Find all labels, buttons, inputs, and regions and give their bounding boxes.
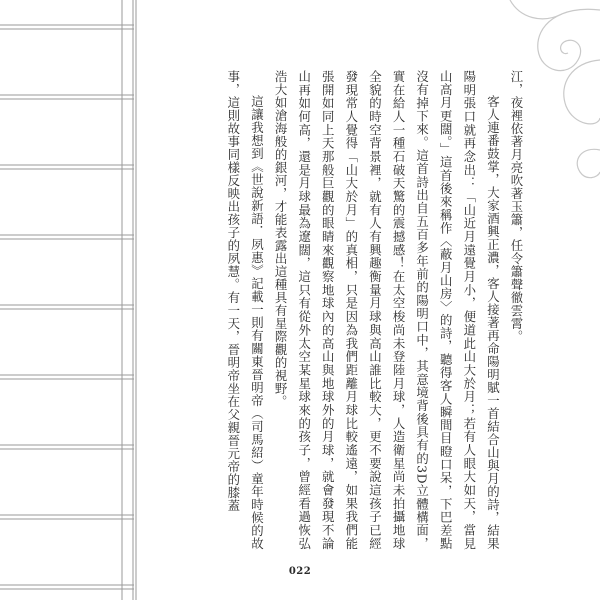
paragraph-3: 這讓我想到《世說新語．夙惠》記載一則有關東晉明帝（司馬紹）童年時候的故事，這則故事同樣反映出孩子的夙慧。有一天，晉明帝坐在父親晉元帝的膝蓋 xyxy=(225,70,265,550)
paragraph-1: 江，夜裡依著月亮吹著玉簫，任令簫聲徹雲霄。 xyxy=(509,70,524,343)
book-binding-decoration xyxy=(0,0,140,600)
page-number: 022 xyxy=(288,566,312,577)
paragraph-2: 客人連番鼓掌，大家酒興正濃，客人接著再命陽明賦一首結合山與月的詩，結果陽明張口就再念出：「山近月遠覺月小，便道此山大於月；若有人眼大如天，當見山高月更闊。」這首後來稱作〈蔽月山房〉的詩，聽得客人瞬間目瞪口呆，下巴差點沒有掉下來。這首詩出自五百多年前的陽明口中，其意境背後具有的3D立體構面，實在給人一種石破天驚的震撼感！在太空梭尚未登陸月球，人造衛星尚未拍攝地球全貌的時空背景裡，就有人有興趣衡量月球與高山誰比較大，更不要說這孩子已經發現常人覺得「山大於月」的真相，只是因為我們距離月球比較遙遠，如果我們能張開如同上天那般巨觀的眼睛來觀察地球內的高山與地球外的月球，就會發現不論山再如何高，還是月球最為遼闊，這只有從外太空某星球來的孩子，曾經看過恢弘浩大如滄海般的銀河，才能表露出這種具有星際觀的視野。 xyxy=(273,70,501,550)
vertical-text-body xyxy=(158,70,528,550)
